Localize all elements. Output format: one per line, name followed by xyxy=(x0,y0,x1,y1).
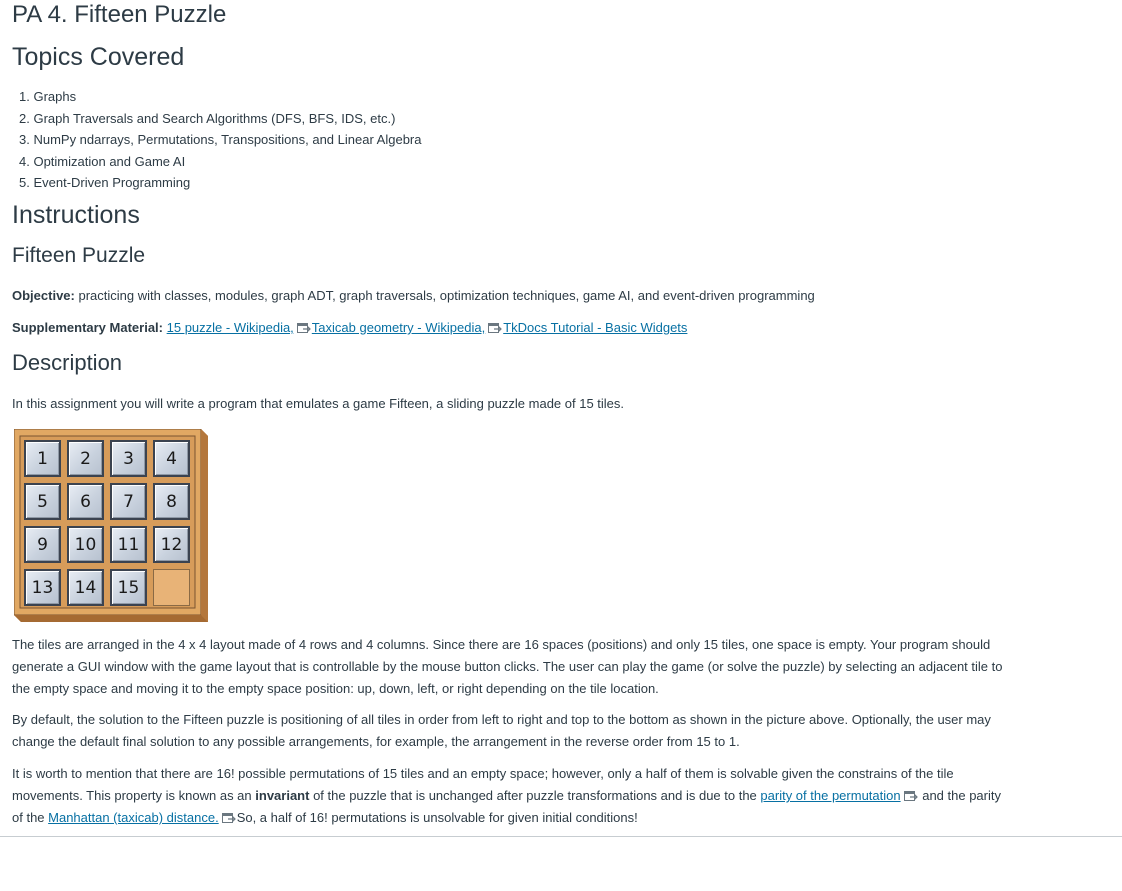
puzzle-tile: 11 xyxy=(110,526,147,563)
fifteen-puzzle-heading: Fifteen Puzzle xyxy=(12,244,146,267)
topics-heading: Topics Covered xyxy=(12,43,185,71)
list-item: 1. Graphs xyxy=(19,89,77,104)
fifteen-puzzle-image xyxy=(14,429,208,622)
external-link-icon xyxy=(222,813,236,823)
description-paragraph-1: The tiles are arranged in the 4 x 4 layout made of 4 rows and 4 columns. Since there are 16 spaces (positions) and only 15 tiles, one space is empty. Your program should generate a GUI window with the game layout that is controllable by the mouse button clicks. The user can play the game (or solve the puzzle) by selecting an adjacent tile to the empty space and moving it to the empty space position: up, down, left, or right depending on the tile location. xyxy=(12,637,1003,696)
list-item: 3. NumPy ndarrays, Permutations, Transpositions, and Linear Algebra xyxy=(19,132,422,147)
list-item: 4. Optimization and Game AI xyxy=(19,153,186,169)
description-paragraph-3 xyxy=(12,763,1012,829)
description-heading: Description xyxy=(12,350,123,375)
link-taxicab-geometry[interactable]: Taxicab geometry - Wikipedia, xyxy=(311,320,486,335)
supplementary-label: Supplementary Material: xyxy=(12,320,163,335)
puzzle-tile: 2 xyxy=(67,440,104,477)
list-item: 2. Graph Traversals and Search Algorithms (DFS, BFS, IDS, etc.) xyxy=(19,110,396,126)
supplementary-line xyxy=(12,317,687,339)
puzzle-tile: 15 xyxy=(110,569,147,606)
link-parity-of-permutation[interactable]: parity of the permutation xyxy=(760,788,901,803)
puzzle-tile: 4 xyxy=(153,440,190,477)
puzzle-tile: 7 xyxy=(110,483,147,520)
puzzle-tile: 5 xyxy=(24,483,61,520)
external-link-icon xyxy=(297,323,311,333)
puzzle-tile: 3 xyxy=(110,440,147,477)
puzzle-tile: 8 xyxy=(153,483,190,520)
description-intro: In this assignment you will write a program that emulates a game Fifteen, a sliding puzzle made of 15 tiles. xyxy=(12,396,625,411)
paragraph-text: and the parity of the xyxy=(12,788,1001,825)
puzzle-tile: 13 xyxy=(24,569,61,606)
page-title: PA 4. Fifteen Puzzle xyxy=(12,1,227,28)
puzzle-tile: 10 xyxy=(67,526,104,563)
external-link-icon xyxy=(904,791,918,801)
divider xyxy=(0,836,1122,837)
objective-text: practicing with classes, modules, graph ADT, graph traversals, optimization techniques, game AI, and event-driven programming xyxy=(74,288,815,303)
puzzle-tile: 9 xyxy=(24,526,61,563)
paragraph-text: of the puzzle that is unchanged after puzzle transformations and is due to the xyxy=(309,788,761,803)
topics-list xyxy=(12,86,422,194)
puzzle-tile: 1 xyxy=(24,440,61,477)
paragraph-text: It is worth to mention that there are 16! possible permutations of 15 tiles and an empty space; however, only a half of them is solvable given the constrains of the tile movements. This property is known as an xyxy=(12,766,954,803)
external-link-icon xyxy=(488,323,502,333)
link-tkdocs-tutorial[interactable]: TkDocs Tutorial - Basic Widgets xyxy=(503,320,688,335)
objective-line xyxy=(12,285,815,307)
puzzle-tile: 14 xyxy=(67,569,104,606)
description-paragraph-2: By default, the solution to the Fifteen puzzle is positioning of all tiles in order from left to right and top to the bottom as shown in the picture above. Optionally, the user may change the default final solution to any possible arrangements, for example, the arrangement in the reverse order from 15 to 1. xyxy=(12,712,991,749)
puzzle-empty-space xyxy=(153,569,190,606)
objective-label: Objective: xyxy=(12,288,75,303)
invariant-term: invariant xyxy=(255,788,310,803)
link-manhattan-distance[interactable]: Manhattan (taxicab) distance. xyxy=(48,810,219,825)
puzzle-tile: 12 xyxy=(153,526,190,563)
paragraph-text: So, a half of 16! permutations is unsolvable for given initial conditions! xyxy=(236,810,638,825)
instructions-heading: Instructions xyxy=(12,201,140,229)
puzzle-tile: 6 xyxy=(67,483,104,520)
link-15-puzzle-wikipedia[interactable]: 15 puzzle - Wikipedia, xyxy=(166,320,294,335)
list-item: 5. Event-Driven Programming xyxy=(19,175,191,190)
